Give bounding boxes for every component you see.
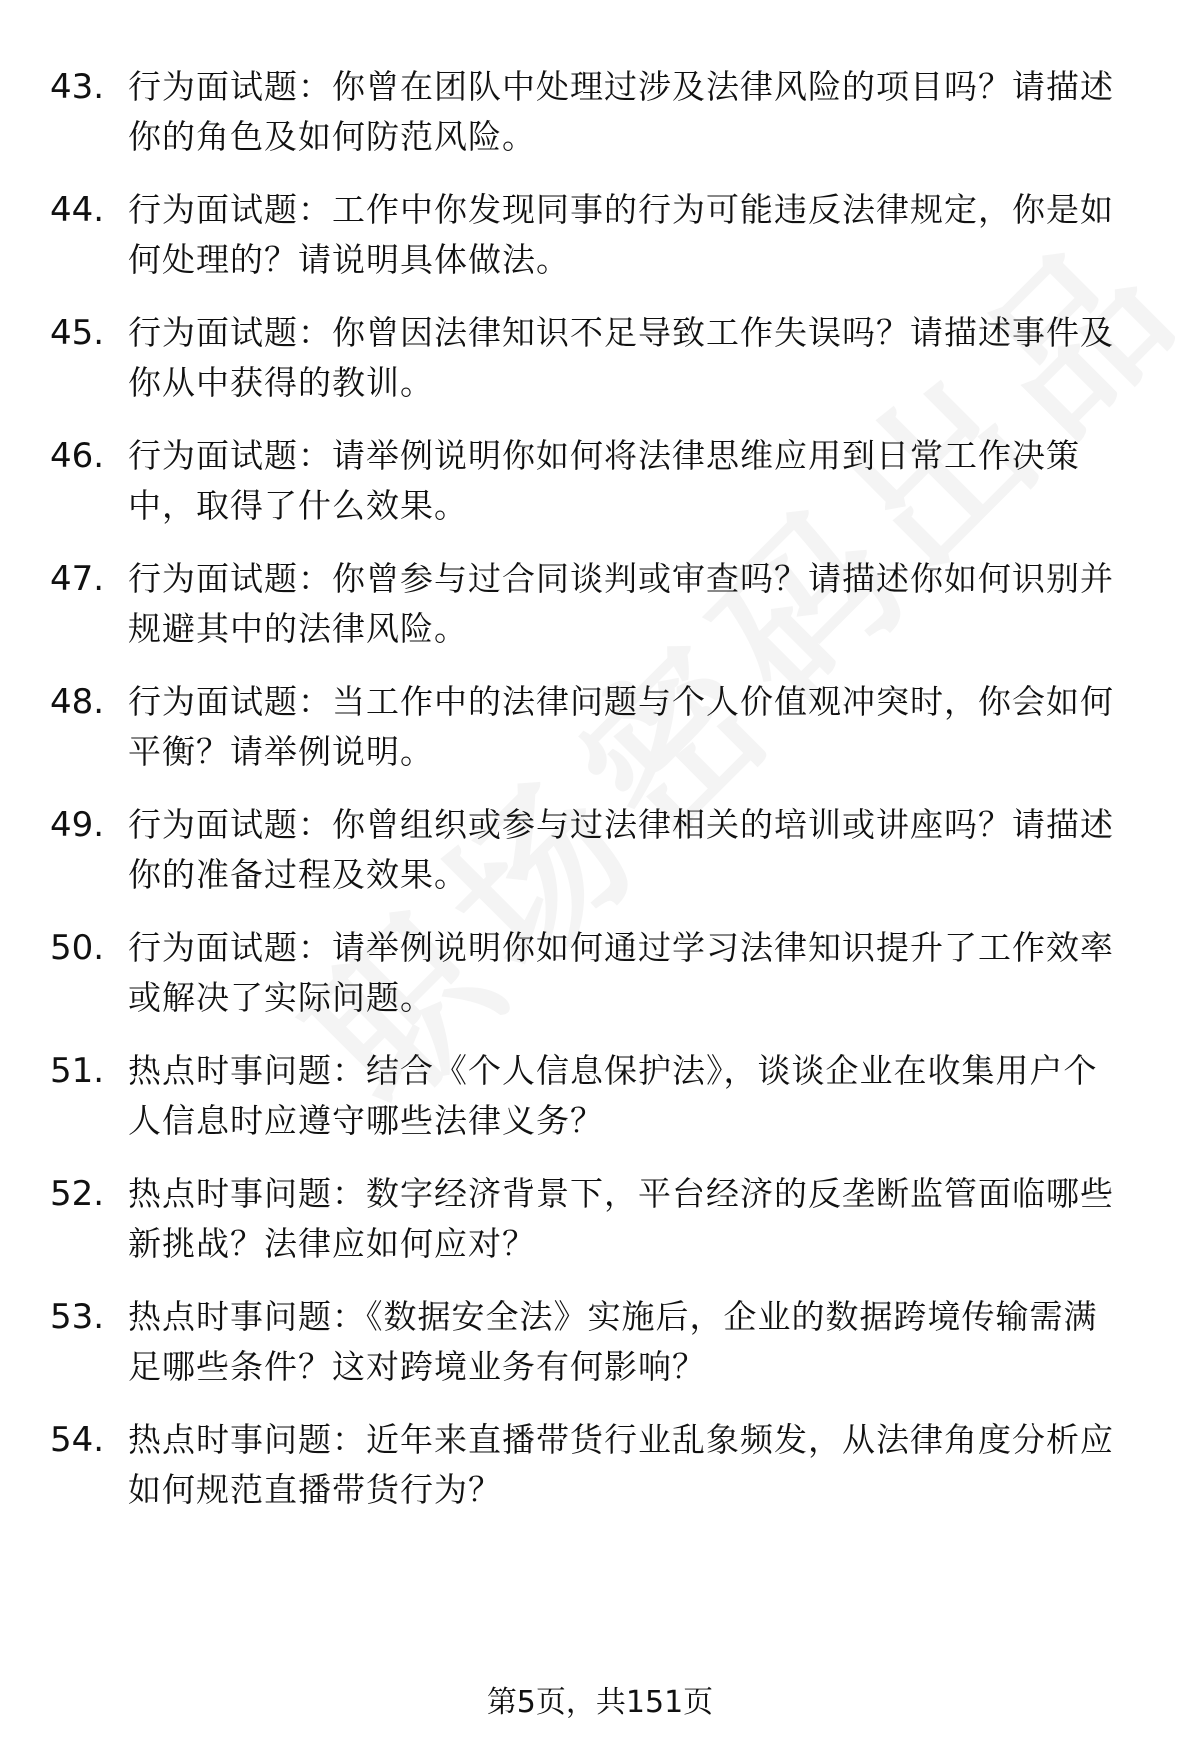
question-text: 行为面试题：你曾参与过合同谈判或审查吗？请描述你如何识别并规避其中的法律风险。 <box>128 559 1114 648</box>
list-item <box>50 554 1130 677</box>
question-number: 47. <box>50 559 105 599</box>
list-item <box>50 677 1130 800</box>
question-text: 热点时事问题：《数据安全法》实施后，企业的数据跨境传输需满足哪些条件？这对跨境业务有何影响？ <box>128 1297 1098 1386</box>
question-text: 行为面试题：你曾在团队中处理过涉及法律风险的项目吗？请描述你的角色及如何防范风险。 <box>128 67 1114 156</box>
question-number: 45. <box>50 313 105 353</box>
list-item <box>50 308 1130 431</box>
question-number: 46. <box>50 436 105 476</box>
list-item <box>50 1292 1130 1415</box>
question-number: 44. <box>50 190 105 230</box>
list-item <box>50 1415 1130 1538</box>
list-item <box>50 185 1130 308</box>
list-item <box>50 923 1130 1046</box>
question-number: 48. <box>50 682 105 722</box>
question-text: 行为面试题：工作中你发现同事的行为可能违反法律规定，你是如何处理的？请说明具体做法。 <box>128 190 1114 279</box>
list-item <box>50 800 1130 923</box>
question-text: 行为面试题：请举例说明你如何将法律思维应用到日常工作决策中，取得了什么效果。 <box>128 436 1080 525</box>
question-text: 热点时事问题：结合《个人信息保护法》，谈谈企业在收集用户个人信息时应遵守哪些法律义务？ <box>128 1051 1098 1140</box>
list-item <box>50 62 1130 185</box>
question-text: 行为面试题：你曾因法律知识不足导致工作失误吗？请描述事件及你从中获得的教训。 <box>128 313 1114 402</box>
question-text: 行为面试题：当工作中的法律问题与个人价值观冲突时，你会如何平衡？请举例说明。 <box>128 682 1114 771</box>
question-number: 50. <box>50 928 105 968</box>
question-text: 热点时事问题：近年来直播带货行业乱象频发，从法律角度分析应如何规范直播带货行为？ <box>128 1420 1114 1509</box>
question-list <box>50 62 1130 1538</box>
list-item <box>50 431 1130 554</box>
question-number: 51. <box>50 1051 105 1091</box>
question-text: 行为面试题：你曾组织或参与过法律相关的培训或讲座吗？请描述你的准备过程及效果。 <box>128 805 1114 894</box>
question-number: 52. <box>50 1174 105 1214</box>
question-number: 49. <box>50 805 105 845</box>
question-number: 43. <box>50 67 105 107</box>
question-text: 行为面试题：请举例说明你如何通过学习法律知识提升了工作效率或解决了实际问题。 <box>128 928 1114 1017</box>
list-item <box>50 1046 1130 1169</box>
question-text: 热点时事问题：数字经济背景下，平台经济的反垄断监管面临哪些新挑战？法律应如何应对？ <box>128 1174 1114 1263</box>
question-number: 53. <box>50 1297 105 1337</box>
list-item <box>50 1169 1130 1292</box>
page-footer: 第5页，共151页 <box>486 1685 714 1720</box>
question-number: 54. <box>50 1420 105 1460</box>
